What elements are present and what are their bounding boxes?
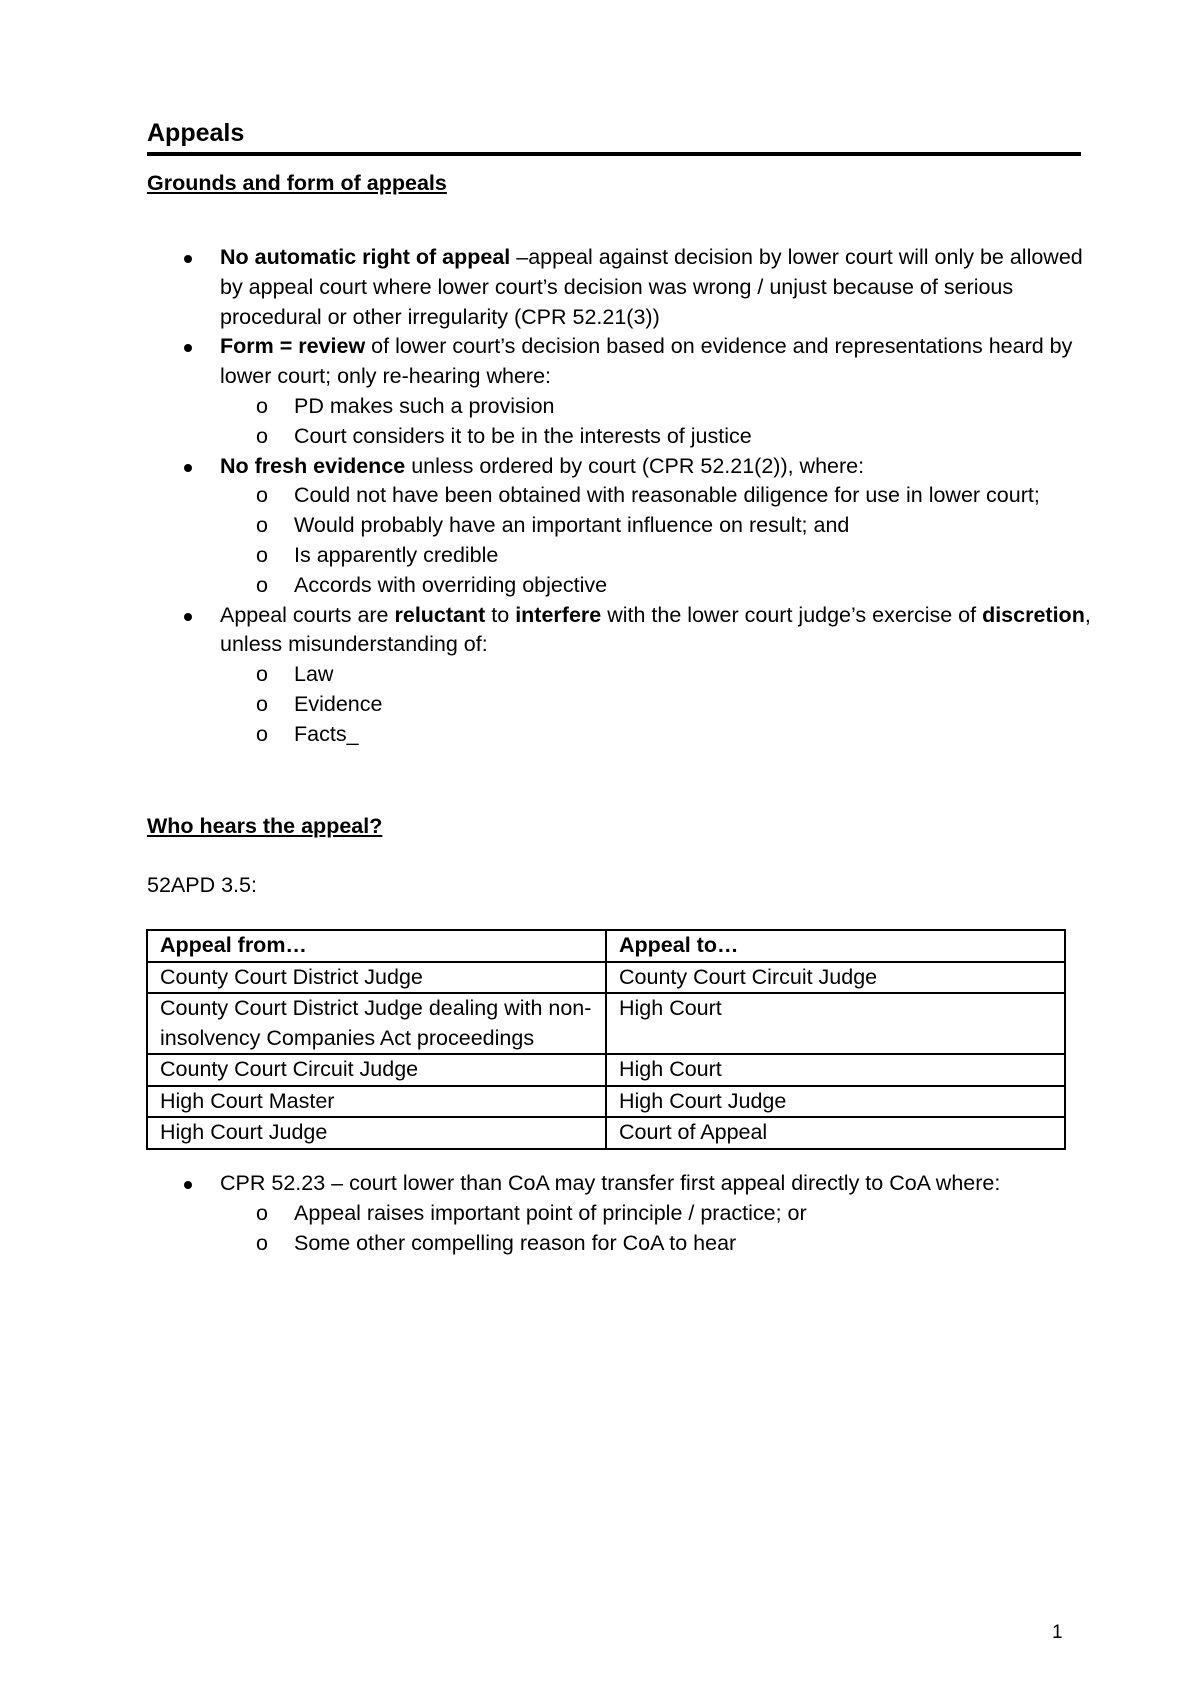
- circle-bullet-icon: o: [256, 393, 268, 418]
- bullet-icon: [184, 464, 192, 472]
- list-item: No fresh evidence unless ordered by court (CPR 52.21(2)), where: o Could not have been obtained with reasonable diligence for use in lower court; o Would probably have an important influence on result; and o Is apparently credible o Accords with overriding objective: [0, 452, 1100, 601]
- reference-text: 52APD 3.5:: [147, 873, 257, 897]
- sub-list-item: o Could not have been obtained with reasonable diligence for use in lower court;: [294, 481, 1100, 511]
- table-row: [147, 962, 1065, 994]
- bullet-icon: [184, 1181, 192, 1189]
- table-row: [147, 1086, 1065, 1118]
- list-item: CPR 52.23 – court lower than CoA may transfer first appeal directly to CoA where: o Appeal raises important point of principle / practice; or o Some other compelling reason for CoA to hear: [0, 1169, 1100, 1258]
- circle-bullet-icon: o: [256, 1230, 268, 1255]
- table-cell: High Court: [606, 993, 1065, 1054]
- table-header-cell: Appeal to…: [606, 930, 1065, 962]
- section-heading-who-hears: Who hears the appeal?: [147, 814, 383, 838]
- sub-list: [220, 1199, 1100, 1259]
- bullet-icon: [184, 255, 192, 263]
- appeal-routes-table: [146, 929, 1066, 1150]
- page-title: Appeals: [147, 118, 1081, 156]
- table-cell: County Court District Judge: [147, 962, 606, 994]
- sub-list-item: o Court considers it to be in the interests of justice: [294, 422, 1100, 452]
- sub-list-item: o Is apparently credible: [294, 541, 1100, 571]
- table-cell: County Court Circuit Judge: [147, 1054, 606, 1086]
- table-row: [147, 1054, 1065, 1086]
- grounds-list: [0, 243, 1100, 750]
- sub-list: [220, 481, 1100, 600]
- circle-bullet-icon: o: [256, 572, 268, 597]
- page-number: 1: [1052, 1622, 1063, 1643]
- table-cell: High Court Master: [147, 1086, 606, 1118]
- bullet-icon: [184, 613, 192, 621]
- table-cell: County Court Circuit Judge: [606, 962, 1065, 994]
- table-cell: County Court District Judge dealing with non-insolvency Companies Act proceedings: [147, 993, 606, 1054]
- circle-bullet-icon: o: [256, 423, 268, 448]
- circle-bullet-icon: o: [256, 542, 268, 567]
- sub-list-item: o Appeal raises important point of principle / practice; or: [294, 1199, 1100, 1229]
- circle-bullet-icon: o: [256, 662, 268, 687]
- circle-bullet-icon: o: [256, 721, 268, 746]
- list-item: Appeal courts are reluctant to interfere with the lower court judge’s exercise of discretion, unless misunderstanding of: o Law o Evidence o Facts_: [0, 601, 1100, 750]
- sub-list-item: o Some other compelling reason for CoA to hear: [294, 1229, 1100, 1259]
- bullet-icon: [184, 344, 192, 352]
- sub-list-item: o Evidence: [294, 690, 1100, 720]
- sub-list-item: o Law: [294, 660, 1100, 690]
- sub-list: [220, 392, 1100, 452]
- circle-bullet-icon: o: [256, 691, 268, 716]
- list-item: No automatic right of appeal –appeal against decision by lower court will only be allowed by appeal court where lower court’s decision was wrong / unjust because of serious procedural or other irregularity (CPR 52.21(3)): [0, 243, 1100, 332]
- circle-bullet-icon: o: [256, 1200, 268, 1225]
- table-row: [147, 1117, 1065, 1149]
- list-item: Form = review of lower court’s decision based on evidence and representations heard by lower court; only re-hearing where: o PD makes such a provision o Court considers it to be in the interests of justice: [0, 332, 1100, 451]
- table-header-cell: Appeal from…: [147, 930, 606, 962]
- section-heading-grounds: Grounds and form of appeals: [147, 171, 447, 195]
- circle-bullet-icon: o: [256, 483, 268, 508]
- sub-list-item: o Accords with overriding objective: [294, 571, 1100, 601]
- sub-list-item: o PD makes such a provision: [294, 392, 1100, 422]
- table-cell: High Court Judge: [147, 1117, 606, 1149]
- sub-list: [220, 660, 1100, 749]
- transfer-list: [0, 1169, 1100, 1258]
- table-header-row: [147, 930, 1065, 962]
- table-cell: High Court: [606, 1054, 1065, 1086]
- table-row: [147, 993, 1065, 1054]
- table-cell: High Court Judge: [606, 1086, 1065, 1118]
- sub-list-item: o Facts_: [294, 720, 1100, 750]
- sub-list-item: o Would probably have an important influence on result; and: [294, 511, 1100, 541]
- circle-bullet-icon: o: [256, 513, 268, 538]
- table-cell: Court of Appeal: [606, 1117, 1065, 1149]
